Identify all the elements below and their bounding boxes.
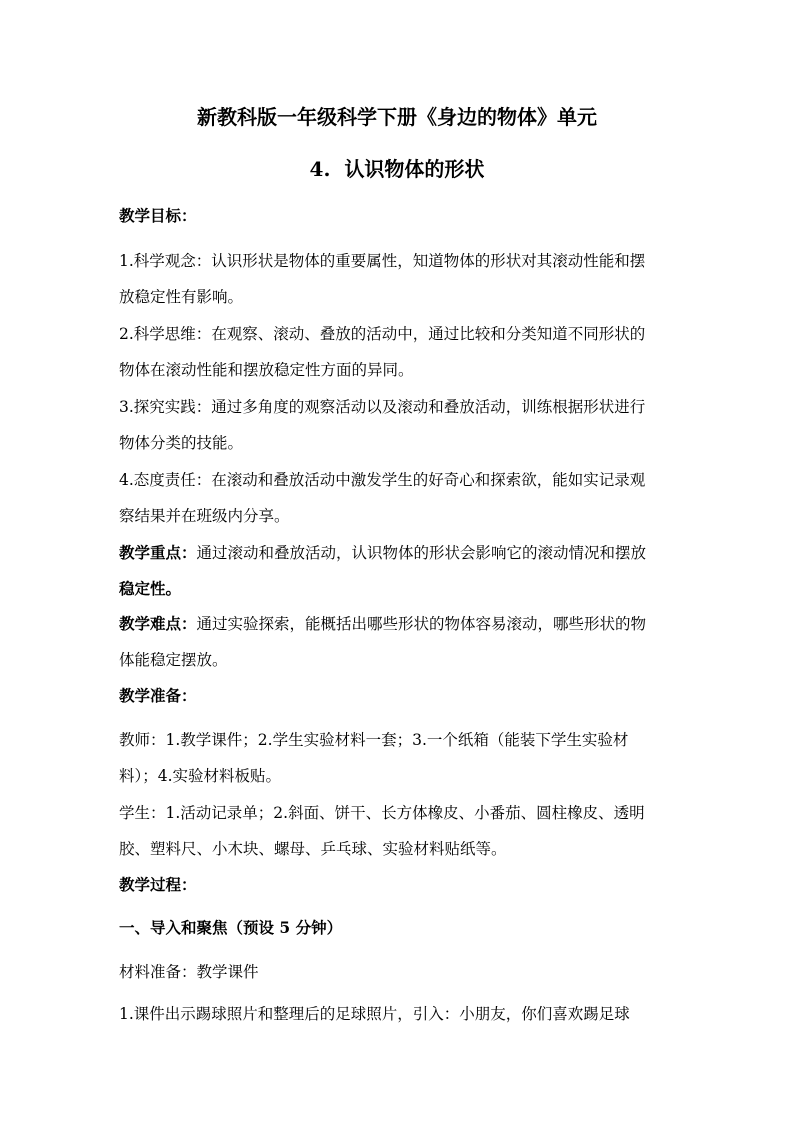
key-point-text: 通过滚动和叠放活动，认识物体的形状会影响它的滚动情况和摆放 bbox=[196, 544, 647, 562]
lesson-number: 4. bbox=[309, 157, 331, 181]
objective-2 bbox=[119, 316, 679, 388]
objective-4 bbox=[119, 462, 679, 534]
objective-1-line-1: 1.科学观念：认识形状是物体的重要属性，知道物体的形状对其滚动性能和摆 bbox=[119, 252, 646, 270]
student-prep-line-2: 胶、塑料尺、小木块、螺母、乒乓球、实验材料贴纸等。 bbox=[119, 840, 507, 858]
difficult-point-line-1 bbox=[119, 606, 679, 642]
student-prep-line-1: 学生：1.活动记录单；2.斜面、饼干、长方体橡皮、小番茄、圆柱橡皮、透明 bbox=[119, 804, 645, 822]
objective-4-line-2: 察结果并在班级内分享。 bbox=[119, 507, 290, 525]
objectives-heading: 教学目标： bbox=[119, 206, 197, 225]
objective-3-line-1: 3.探究实践：通过多角度的观察活动以及滚动和叠放活动，训练根据形状进行 bbox=[119, 398, 646, 416]
key-point-line-2: 稳定性。 bbox=[119, 579, 182, 598]
difficult-point-label: 教学难点： bbox=[119, 614, 197, 633]
difficult-point-line-2: 体能稳定摆放。 bbox=[119, 651, 228, 669]
student-preparation bbox=[119, 795, 679, 867]
preparation-heading: 教学准备： bbox=[119, 686, 197, 705]
difficult-point bbox=[119, 606, 679, 678]
objective-1-line-2: 放稳定性有影响。 bbox=[119, 288, 244, 306]
key-point bbox=[119, 535, 679, 607]
objective-3 bbox=[119, 389, 679, 461]
key-point-label: 教学重点： bbox=[119, 543, 197, 562]
objective-2-line-2: 物体在滚动性能和摆放稳定性方面的异同。 bbox=[119, 361, 414, 379]
materials-line: 材料准备：教学课件 bbox=[119, 963, 259, 981]
teacher-prep-line-1: 教师：1.教学课件；2.学生实验材料一套；3.一个纸箱（能装下学生实验材 bbox=[119, 731, 629, 749]
teacher-preparation bbox=[119, 722, 679, 794]
teacher-prep-line-2: 料）；4.实验材料板贴。 bbox=[119, 767, 282, 785]
process-heading: 教学过程： bbox=[119, 875, 197, 894]
lesson-title-text: 认识物体的形状 bbox=[344, 157, 485, 181]
objective-1 bbox=[119, 243, 679, 315]
difficult-point-text: 通过实验探索，能概括出哪些形状的物体容易滚动，哪些形状的物 bbox=[196, 615, 647, 633]
lesson-title bbox=[0, 155, 794, 183]
objective-2-line-1: 2.科学思维：在观察、滚动、叠放的活动中，通过比较和分类知道不同形状的 bbox=[119, 325, 646, 343]
section-1-heading: 一、导入和聚焦（预设 5 分钟） bbox=[119, 918, 343, 937]
key-point-line-1 bbox=[119, 535, 679, 571]
objective-4-line-1: 4.态度责任：在滚动和叠放活动中激发学生的好奇心和探索欲，能如实记录观 bbox=[119, 471, 646, 489]
step-1-line: 1.课件出示踢球照片和整理后的足球照片，引入：小朋友，你们喜欢踢足球 bbox=[119, 1005, 630, 1023]
unit-title: 新教科版一年级科学下册《身边的物体》单元 bbox=[197, 105, 597, 129]
objective-3-line-2: 物体分类的技能。 bbox=[119, 434, 244, 452]
